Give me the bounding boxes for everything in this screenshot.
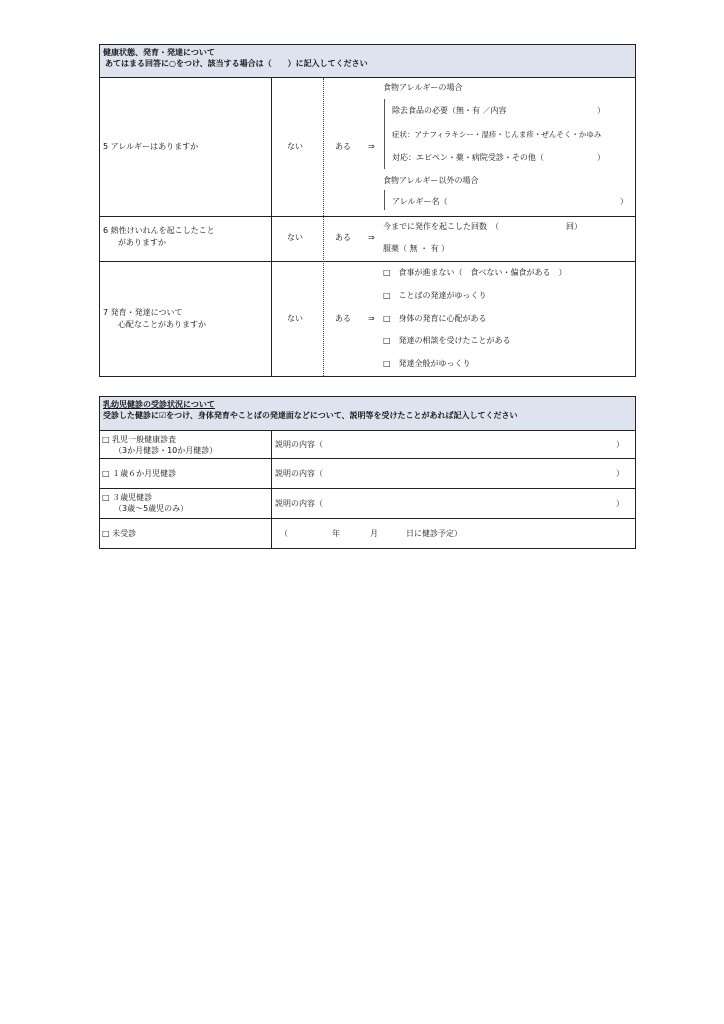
bracket xyxy=(384,190,385,210)
q7-development-question-cont: 心配なことがありますか xyxy=(118,320,206,329)
seizure-count-unit: 回） xyxy=(566,222,582,231)
explanation-close: ） xyxy=(616,469,624,478)
explanation-close: ） xyxy=(616,499,624,508)
medication-line[interactable]: 服薬（ 無 ・ 有 ） xyxy=(383,244,450,253)
row-divider xyxy=(100,518,635,519)
removal-food-close: ） xyxy=(597,106,605,115)
q6-febrile-question-cont: がありますか xyxy=(118,238,166,247)
health-status-header xyxy=(100,45,635,78)
arrow-icon: ⇒ xyxy=(368,314,375,323)
arrow-icon: ⇒ xyxy=(368,142,375,151)
q6-febrile-question: 6 熱性けいれんを起こしたこと xyxy=(103,226,215,235)
q7-no-option[interactable]: ない xyxy=(287,314,303,323)
explanation-close: ） xyxy=(616,440,624,449)
q7-option-checkbox[interactable]: □ 発達の相談を受けたことがある xyxy=(383,336,511,345)
infant-checkup-checkbox[interactable]: □ 乳児一般健康診査 xyxy=(102,435,177,444)
allergy-name-line[interactable]: アレルギー名（ xyxy=(392,197,448,206)
q6-yes-option[interactable]: ある xyxy=(335,233,351,242)
checkup-status-table xyxy=(99,396,636,549)
arrow-icon: ⇒ xyxy=(368,233,375,242)
column-divider xyxy=(271,78,272,376)
q7-option-checkbox[interactable]: □ ことばの発達がゆっくり xyxy=(383,291,487,300)
q7-option-checkbox[interactable]: □ 食事が進まない（ 食べない・偏食がある ） xyxy=(383,268,567,277)
planned-day-label[interactable]: 日に健診予定） xyxy=(406,529,462,538)
response-line[interactable]: 対応：エピペン・薬・病院受診・その他（ xyxy=(392,153,544,162)
checkup-3y-checkbox[interactable]: □ ３歳児健診 xyxy=(102,493,153,502)
q5-allergy-question: 5 アレルギーはありますか xyxy=(103,142,199,151)
row-divider xyxy=(100,261,635,262)
q7-option-checkbox[interactable]: □ 身体の発育に心配がある xyxy=(383,314,487,323)
allergy-name-close: ） xyxy=(620,197,628,206)
symptoms-line[interactable]: 症状：アナフィラキシー・湿疹・じんま疹・ぜんそく・かゆみ xyxy=(392,130,602,139)
checkup-18m-checkbox[interactable]: □ １歳６か月児健診 xyxy=(102,469,177,478)
row-divider xyxy=(100,488,635,489)
explanation-field[interactable]: 説明の内容（ xyxy=(275,499,323,508)
q7-development-question: 7 発育・発達について xyxy=(103,308,183,317)
removal-food-line[interactable]: 除去食品の必要（無・有 ／内容 xyxy=(392,106,507,115)
q7-yes-option[interactable]: ある xyxy=(335,314,351,323)
health-header-title: 健康状態、発育・発達について xyxy=(103,48,215,57)
bracket xyxy=(384,99,385,169)
not-checked-checkbox[interactable]: □ 未受診 xyxy=(102,529,137,538)
checkup-header-title: 乳幼児健診の受診状況について xyxy=(103,400,215,409)
food-allergy-title: 食物アレルギーの場合 xyxy=(383,83,463,92)
column-divider xyxy=(271,431,272,548)
health-status-table xyxy=(99,44,636,377)
other-allergy-title: 食物アレルギー以外の場合 xyxy=(383,176,479,185)
planned-month-label[interactable]: 月 xyxy=(370,529,378,538)
q5-yes-option[interactable]: ある xyxy=(335,142,351,151)
q5-no-option[interactable]: ない xyxy=(287,142,303,151)
response-close: ） xyxy=(597,153,605,162)
q7-option-checkbox[interactable]: □ 発達全般がゆっくり xyxy=(383,359,471,368)
row-divider xyxy=(100,458,635,459)
infant-checkup-note: （3か月健診・10か月健診） xyxy=(114,446,218,455)
q6-no-option[interactable]: ない xyxy=(287,233,303,242)
planned-date-open: （ xyxy=(280,529,288,538)
row-divider xyxy=(100,216,635,217)
planned-year-label[interactable]: 年 xyxy=(332,529,340,538)
checkup-3y-note: （3歳～5歳児のみ） xyxy=(114,504,189,513)
checkup-header-instruction: 受診した健診に☑をつけ、身体発育やことばの発達面などについて、説明等を受けたことがあれば記入してください xyxy=(103,411,518,420)
explanation-field[interactable]: 説明の内容（ xyxy=(275,440,323,449)
checkup-status-header xyxy=(100,397,635,431)
column-divider-dotted xyxy=(323,78,324,376)
seizure-count-line[interactable]: 今までに発作を起こした回数 （ xyxy=(383,222,499,231)
explanation-field[interactable]: 説明の内容（ xyxy=(275,469,323,478)
health-header-instruction: あてはまる回答に○をつけ、該当する場合は（ ）に記入してください xyxy=(105,59,368,68)
